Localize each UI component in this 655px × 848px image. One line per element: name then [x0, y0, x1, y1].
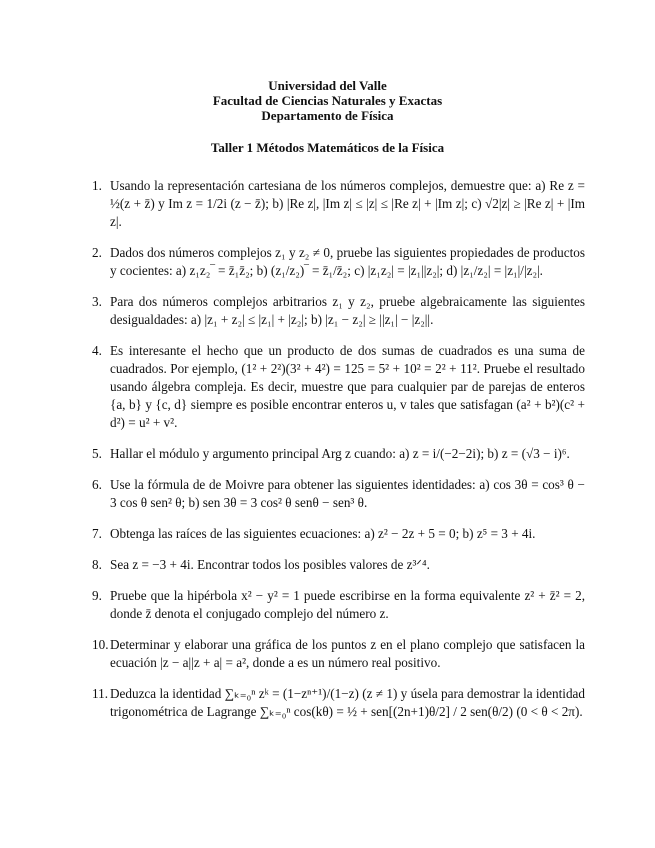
exercise-text-line: Usando la representación cartesiana de los números complejos, demuestre que:	[110, 178, 532, 193]
exercise-number: 2.	[92, 245, 102, 260]
exercise-number: 8.	[92, 557, 102, 572]
exercise-item	[92, 685, 585, 721]
exercise-text-line: Pruebe que la hipérbola x² − y² = 1 puede escribirse en la forma equivalente z² + z̄² =	[110, 588, 572, 603]
exercise-item	[92, 342, 585, 432]
exercise-number: 6.	[92, 477, 102, 492]
exercise-text-line: Dados dos números complejos z₁ y z₂ ≠ 0, pruebe las siguientes propiedades de	[110, 245, 530, 260]
exercise-text-line: ecuación |z − a||z + a| = a², donde a es un número real positivo.	[110, 655, 441, 670]
exercise-text-line: desigualdades: a) |z₁ + z₂| ≤ |z₁| + |z₂|; b) |z₁ − z₂| ≥ ||z₁| − |z₂||.	[110, 312, 434, 327]
exercise-number: 9.	[92, 588, 102, 603]
exercise-number: 10.	[92, 637, 109, 652]
university-name: Universidad del Valle	[268, 78, 387, 93]
exercise-text-line: Para dos números complejos arbitrarios z₁ y z₂, pruebe algebraicamente las siguientes	[110, 294, 585, 309]
exercise-number: 3.	[92, 294, 102, 309]
document-header	[0, 0, 655, 155]
exercise-text-line: Use la fórmula de de Moivre para obtener las siguientes identidades:	[110, 477, 476, 492]
exercise-text-line: Sea z = −3 + 4i. Encontrar todos los posibles valores de z³ᐟ⁴.	[110, 557, 430, 572]
faculty-name: Facultad de Ciencias Naturales y Exactas	[212, 93, 443, 108]
exercise-item	[92, 476, 585, 512]
exercise-number: 4.	[92, 343, 102, 358]
exercise-item	[92, 556, 585, 574]
department-name: Departamento de Física	[261, 108, 394, 123]
exercise-text-line: Obtenga las raíces de las siguientes ecuaciones: a) z² − 2z + 5 = 0; b) z⁵ = 3 + 4i.	[110, 526, 536, 541]
exercise-text-line: productos y cocientes: a) z₁z₂‾ = z̄₁z̄₂; b) (z₁/z₂)‾ = z̄₁/z̄₂; c) |z₁z₂| = |z₁||z₂|; d) |z₁/z₂| = |z₁|/|z₂|.	[110, 245, 586, 278]
exercise-number: 7.	[92, 526, 102, 541]
exercise-item	[92, 525, 585, 543]
exercise-text-line: 2, donde z̄ denota el conjugado complejo del número z.	[110, 588, 585, 621]
exercise-number: 11.	[92, 686, 108, 701]
exercise-text-line: trigonométrica de Lagrange ∑ₖ₌₀ⁿ cos(kθ) = ½ + sen[(2n+1)θ/2] / 2 sen(θ/2) (0 < θ < 2π).	[110, 704, 583, 719]
exercise-list	[0, 177, 655, 754]
exercise-item	[92, 177, 585, 231]
exercise-text-line: Es interesante el hecho que un producto de dos sumas de cuadrados es una suma de	[110, 343, 585, 358]
exercise-item	[92, 587, 585, 623]
document-title: Taller 1 Métodos Matemáticos de la Física	[210, 140, 445, 155]
exercise-text-line: Determinar y elaborar una gráfica de los puntos z en el plano complejo que satisfacen la	[110, 637, 585, 652]
exercise-text-line: a) Re z = ½(z + z̄) y Im z = 1/2i (z − z̄); b) |Re z|, |Im z| ≤ |z| ≤ |Re z| + |Im z|;	[110, 178, 585, 211]
exercise-text-line: c) √2|z| ≥ |Re z| + |Im z|.	[110, 196, 585, 229]
exercise-text-line: resultado usando álgebra compleja. Es decir, muestre que para cualquier par de parejas	[110, 361, 585, 394]
exercise-item	[92, 244, 585, 280]
exercise-number: 1.	[92, 178, 102, 193]
exercise-text-line: cuadrados. Por ejemplo, (1² + 2²)(3² + 4²) = 125 = 5² + 10² = 2² + 11². Pruebe el	[110, 361, 534, 376]
exercise-item	[92, 636, 585, 672]
exercise-item	[92, 293, 585, 329]
exercise-text-line: Deduzca la identidad ∑ₖ₌₀ⁿ zᵏ = (1−zⁿ⁺¹)/(1−z) (z ≠ 1) y úsela para demostrar la identidad	[110, 686, 585, 701]
exercise-item	[92, 445, 585, 463]
exercise-text-line: Hallar el módulo y argumento principal Arg z cuando: a) z = i/(−2−2i); b) z = (√3 − i)⁶.	[110, 446, 570, 461]
exercise-text-line: a) cos 3θ = cos³ θ − 3 cos θ sen² θ; b) sen 3θ = 3 cos² θ senθ − sen³ θ.	[110, 477, 585, 510]
exercise-text-line: (a² + b²)(c² + d²) = u² + v².	[110, 397, 585, 430]
exercise-number: 5.	[92, 446, 102, 461]
exercise-text-line: de enteros {a, b} y {c, d} siempre es posible encontrar enteros u, v tales que satisfagan	[110, 379, 585, 412]
